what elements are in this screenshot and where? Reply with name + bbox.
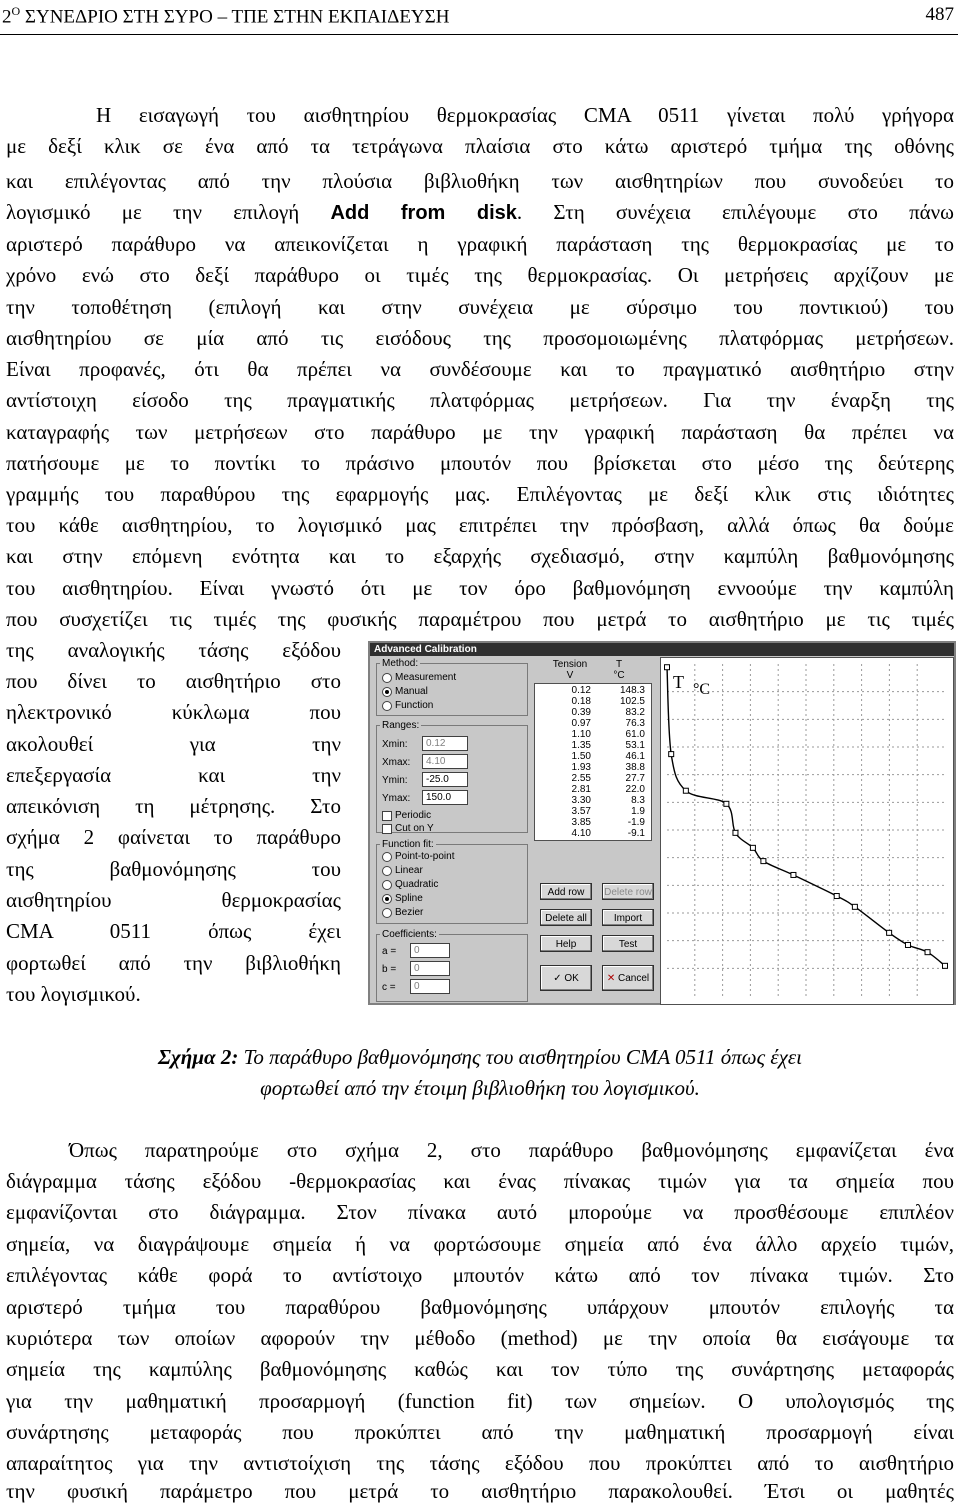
method-function-radio[interactable]: Function [382, 700, 433, 712]
periodic-checkbox[interactable]: Periodic [382, 810, 431, 821]
table-cell-voltage[interactable]: 0.39 [571, 707, 591, 718]
data-point[interactable] [665, 665, 670, 670]
radio-dot [382, 673, 392, 683]
figure-caption: Σχήμα 2: Το παράθυρο βαθμονόμησης του αισθητηρίου CMA 0511 όπως έχει [158, 1045, 802, 1069]
paragraph-line: για την μαθηματική προσαρμογή (function fit) των σημείων. Ο υπολογισμός της [6, 1389, 954, 1413]
paragraph-line: διάγραμμα τάσης εξόδου -θερμοκρασίας και ένας πίνακας τιμών για τα σημεία που [6, 1169, 954, 1193]
fit-quadratic-radio[interactable]: Quadratic [382, 879, 438, 891]
table-cell-voltage[interactable]: 0.12 [571, 685, 591, 696]
coefficients-group [376, 934, 528, 1002]
calibration-dialog [368, 641, 956, 1005]
paragraph-line: αριστερό παράθυρο να απεικονίζεται η γραφική παράσταση της θερμοκρασίας με το [6, 232, 954, 256]
data-point[interactable] [852, 904, 857, 909]
table-cell-temperature[interactable]: 148.3 [619, 685, 645, 696]
header-rule [0, 34, 958, 35]
ymax-label: Ymax: [382, 793, 411, 804]
paragraph-line: επιλέγοντας κάθε φορά το αντίστοιχο μπουτόν κάτω από τον πίνακα τιμών. Στο [6, 1263, 954, 1287]
data-point[interactable] [733, 830, 738, 835]
coef-a-label: a = [382, 946, 397, 957]
caption-label: Σχήμα 2: [158, 1045, 239, 1069]
table-cell-temperature[interactable]: 27.7 [625, 773, 645, 784]
paragraph-line: Όπως παρατηρούμε στο σχήμα 2, στο παράθυρο βαθμονόμησης εμφανίζεται ένα [69, 1138, 954, 1162]
paragraph-line: λογισμικό με την επιλογή Add from disk. Στη συνέχεια επιλέγουμε στο πάνω [6, 200, 954, 224]
function-fit-label: Function fit: [382, 839, 434, 850]
paragraph-line: αισθητηρίου θερμοκρασίας [6, 888, 341, 912]
table-cell-temperature[interactable]: 83.2 [625, 707, 645, 718]
menu-option-ref: Add from disk [330, 202, 517, 224]
paragraph-line: ηλεκτρονικό κύκλωμα που [6, 700, 341, 724]
calibration-chart[interactable] [660, 657, 954, 1005]
coef-c-label: c = [382, 982, 396, 993]
fit-linear-radio[interactable]: Linear [382, 865, 423, 877]
running-title: $2^O$ ΣΥΝΕΔΡΙΟ ΣΤΗ ΣΥΡΟ – ΤΠΕ ΣΤΗΝ ΕΚΠΑΙΔΕΥΣΗ [2, 4, 450, 28]
paragraph-line: γραμμής του παραθύρου της εφαρμογής μας. Επιλέγοντας με δεξί κλικ στις ιδιότητες [6, 482, 954, 506]
paragraph-line: συνάρτησης μεταφοράς που προκύπτει από την μαθηματική προσαρμογή είναι [6, 1420, 954, 1444]
ranges-label: Ranges: [382, 720, 420, 731]
paragraph-line: πατήσουμε με το ποντίκι το πράσινο μπουτόν που βρίσκεται στο μέσο της δεύτερης [6, 451, 954, 475]
figure-caption-line2: φορτωθεί από την έτοιμη βιβλιοθήκη του λογισμικού. [260, 1076, 700, 1100]
coef-c-input[interactable]: 0 [410, 979, 450, 994]
paragraph-line: την τοποθέτηση (επιλογή και στην συνέχεια με σύρσιμο του ποντικιού) του [6, 295, 954, 319]
fit-spline-radio[interactable]: Spline [382, 893, 423, 905]
data-point[interactable] [905, 942, 910, 947]
data-point[interactable] [887, 930, 892, 935]
cancel-button[interactable]: ✕ Cancel [602, 965, 654, 991]
table-cell-temperature[interactable]: 22.0 [625, 784, 645, 795]
radio-dot [382, 894, 392, 904]
table-col1-unit: V [566, 670, 574, 681]
data-point[interactable] [750, 845, 755, 850]
paragraph-line: του κάθε αισθητηρίου, το λογισμικό μας επιτρέπει την πρόσβαση, αλλά όπως θα δούμε [6, 513, 954, 537]
xmax-label: Xmax: [382, 757, 411, 768]
paragraph-line: εμφανίζονται στο διάγραμμα. Στον πίνακα αυτό μπορούμε να προσθέσουμε επιπλέον [6, 1200, 954, 1224]
radio-dot [382, 908, 392, 918]
paragraph-line: αισθητηρίου σε μία από τις εισόδους της προσομοιωμένης πλατφόρμας μετρήσεων. [6, 326, 954, 350]
table-cell-voltage[interactable]: 2.81 [571, 784, 591, 795]
paragraph-line: αριστερό τμήμα του παραθύρου βαθμονόμησης υπάρχουν μπουτόν επιλογής τα [6, 1295, 954, 1319]
table-cell-voltage[interactable]: 1.35 [571, 740, 591, 751]
paragraph-line: της βαθμονόμησης του [6, 857, 341, 881]
delete-all-button[interactable]: Delete all [540, 909, 592, 926]
delete-row-button[interactable]: Delete row [602, 883, 654, 900]
table-cell-temperature[interactable]: 61.0 [625, 729, 645, 740]
data-point[interactable] [761, 859, 766, 864]
xmax-input[interactable]: 4.10 [422, 754, 468, 769]
table-cell-voltage[interactable]: 1.50 [571, 751, 591, 762]
table-col1-header: Tension [552, 659, 588, 670]
table-cell-temperature[interactable]: 1.9 [631, 806, 645, 817]
paragraph-line: φορτωθεί από την βιβλιοθήκη [6, 951, 341, 975]
cut-on-y-checkbox[interactable]: Cut on Y [382, 823, 434, 834]
table-cell-temperature[interactable]: 8.3 [631, 795, 645, 806]
table-cell-voltage[interactable]: 3.57 [571, 806, 591, 817]
values-table[interactable] [534, 683, 652, 841]
paragraph-line: του αισθητηρίου. Είναι γνωστό ότι με τον όρο βαθμονόμηση εννοούμε την καμπύλη [6, 576, 954, 600]
radio-dot [382, 880, 392, 890]
data-point[interactable] [791, 872, 796, 877]
check-icon: ✓ [553, 973, 565, 984]
data-point[interactable] [943, 963, 948, 968]
radio-dot [382, 852, 392, 862]
paragraph-line: απαραίτητος για την αντιστοίχιση της τάσης εξόδου που προκύπτει από το αισθητήριο [6, 1451, 954, 1475]
paragraph-line: και στην επόμενη ενότητα και το εξαρχής σχεδιασμό, στην καμπύλη βαθμονόμησης [6, 544, 954, 568]
ok-button[interactable]: ✓ OK [540, 965, 592, 991]
page-header [0, 4, 958, 26]
data-point[interactable] [834, 894, 839, 899]
paragraph-line: επεξεργασία και την [6, 763, 341, 787]
table-cell-voltage[interactable]: 0.97 [571, 718, 591, 729]
add-row-button[interactable]: Add row [540, 883, 592, 900]
table-cell-voltage[interactable]: 4.10 [571, 828, 591, 839]
fit-bezier-radio[interactable]: Bezier [382, 907, 423, 919]
test-button[interactable]: Test [602, 935, 654, 952]
paragraph-line: ακολουθεί για την [6, 732, 341, 756]
paragraph-line: CMA 0511 όπως έχει [6, 919, 341, 943]
ymin-input[interactable]: -25.0 [422, 772, 468, 787]
table-cell-temperature[interactable]: 53.1 [625, 740, 645, 751]
data-point[interactable] [669, 752, 674, 757]
coefficients-label: Coefficients: [382, 929, 437, 940]
data-point[interactable] [683, 788, 688, 793]
coef-b-label: b = [382, 964, 397, 975]
paragraph-line: την φυσική παράμετρο που μετρά το αισθητήριο παρακολουθεί. Έτσι οι μαθητές [6, 1479, 954, 1503]
import-button[interactable]: Import [602, 909, 654, 926]
paragraph-line: καταγραφής των μετρήσεων στο παράθυρο με την γραφική παράσταση θα πρέπει να [6, 420, 954, 444]
xmin-input[interactable]: 0.12 [422, 736, 468, 751]
paragraph-line: σημεία, να διαγράψουμε σημεία ή να φορτώσουμε σημεία από ένα άλλο αρχείο τιμών, [6, 1232, 954, 1256]
dialog-title: Advanced Calibration [370, 643, 954, 656]
table-cell-temperature[interactable]: 46.1 [625, 751, 645, 762]
chart-svg [661, 658, 951, 1002]
table-cell-temperature[interactable]: -9.1 [627, 828, 645, 839]
table-cell-temperature[interactable]: -1.9 [627, 817, 645, 828]
checkbox-box [382, 811, 392, 821]
ymax-input[interactable]: 150.0 [422, 790, 468, 805]
table-col2-unit: °C [613, 670, 625, 681]
method-measurement-radio[interactable]: Measurement [382, 672, 456, 684]
chart-unit-label: °C [693, 681, 711, 698]
paragraph-line: της αναλογικής τάσης εξόδου [6, 638, 341, 662]
paragraph-line: με δεξί κλικ σε ένα από τα τετράγωνα πλαίσια στο κάτω αριστερό τμήμα της οθόνης [6, 134, 954, 158]
paragraph-line: που δίνει το αισθητήριο στο [6, 669, 341, 693]
table-cell-voltage[interactable]: 2.55 [571, 773, 591, 784]
chart-t-label: T [673, 672, 684, 692]
fit-point-to-point-radio[interactable]: Point-to-point [382, 851, 454, 863]
table-cell-temperature[interactable]: 38.8 [625, 762, 645, 773]
calibration-curve [667, 667, 945, 966]
paragraph-line: του λογισμικού. [6, 982, 141, 1006]
checkbox-box [382, 824, 392, 834]
paragraph-line: που συσχετίζει τις τιμές της φυσικής παραμέτρου που μετρά το αισθητήριο με τις τιμές [6, 607, 954, 631]
paragraph-line: χρόνο ενώ στο δεξί παράθυρο οι τιμές της θερμοκρασίας. Οι μετρήσεις αρχίζουν με [6, 263, 954, 287]
radio-dot [382, 701, 392, 711]
paragraph-line: απεικόνιση τη μέτρησης. Στο [6, 794, 341, 818]
table-cell-temperature[interactable]: 76.3 [625, 718, 645, 729]
radio-dot [382, 866, 392, 876]
table-cell-voltage[interactable]: 3.85 [571, 817, 591, 828]
paragraph-line: κυριότερα των οποίων αφορούν την μέθοδο (method) με την οποία θα εισάγουμε τα [6, 1326, 954, 1350]
table-cell-voltage[interactable]: 0.18 [571, 696, 591, 707]
paragraph-line: σημεία της καμπύλης βαθμονόμησης καθώς και τον τύπο της συνάρτησης μεταφοράς [6, 1357, 954, 1381]
table-cell-voltage[interactable]: 1.93 [571, 762, 591, 773]
table-col2-header: T [615, 659, 623, 670]
paragraph-line: Η εισαγωγή του αισθητηρίου θερμοκρασίας CMA 0511 γίνεται πολύ γρήγορα [96, 103, 954, 127]
paragraph-line: Είναι προφανές, ότι θα πρέπει να συνδέσουμε και το πραγματικό αισθητήριο στην [6, 357, 954, 381]
xmin-label: Xmin: [382, 739, 408, 750]
coef-b-input[interactable]: 0 [410, 961, 450, 976]
help-button[interactable]: Help [540, 935, 592, 952]
ymin-label: Ymin: [382, 775, 408, 786]
table-cell-temperature[interactable]: 102.5 [619, 696, 645, 707]
page-number: 487 [925, 4, 954, 25]
radio-dot [382, 687, 392, 697]
data-point[interactable] [925, 950, 930, 955]
paragraph-line: και επιλέγοντας από την πλούσια βιβλιοθήκη των αισθητηρίων που συνοδεύει το [6, 169, 954, 193]
data-point[interactable] [724, 801, 729, 806]
method-manual-radio[interactable]: Manual [382, 686, 428, 698]
coef-a-input[interactable]: 0 [410, 943, 450, 958]
cross-icon: ✕ [606, 973, 619, 984]
paragraph-line: σχήμα 2 φαίνεται το παράθυρο [6, 825, 341, 849]
table-cell-voltage[interactable]: 3.30 [571, 795, 591, 806]
table-cell-voltage[interactable]: 1.10 [571, 729, 591, 740]
paragraph-line: αντίστοιχη είσοδο της πραγματικής πλατφόρμας μετρήσεων. Για την έναρξη της [6, 388, 954, 412]
method-label: Method: [382, 658, 419, 669]
